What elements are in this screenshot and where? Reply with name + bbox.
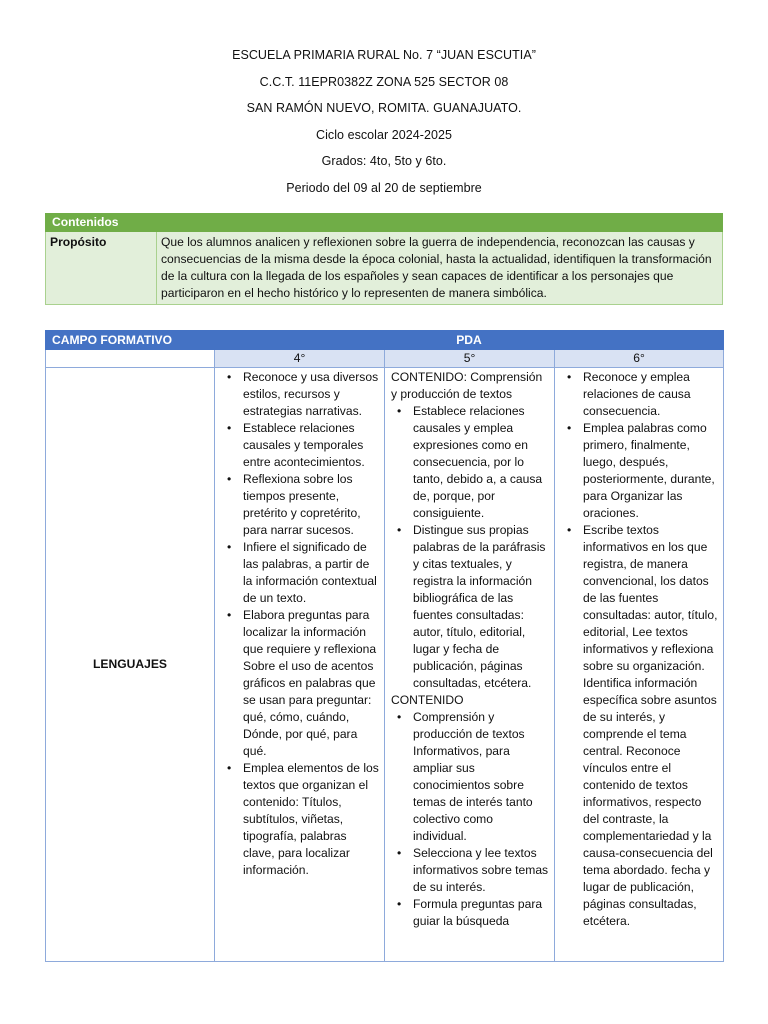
school-year: Ciclo escolar 2024-2025 xyxy=(316,127,452,142)
list-item: • Escribe textos informativos en los que registra, de manera convencional, los datos de las fuentes consultadas: autor, título, editorial, Lee textos informativos y reflexiona sobre su organización. Identifica información específica sobre asuntos de su interés, y comprende el tema central. Reconoce vínculos entre el contenido de textos informativos, respecto del contraste, la complementariedad y la causa-consecuencia del tema abordado. fecha y lugar de publicación, páginas consultadas, etcétera. xyxy=(583,522,719,930)
list-item: • Emplea palabras como primero, finalmente, luego, después, posteriormente, durante, para Organizar las oraciones. xyxy=(583,420,719,522)
grade-4-header: 4° xyxy=(215,350,385,368)
grade-4-content xyxy=(215,368,385,962)
grades: Grados: 4to, 5to y 6to. xyxy=(321,154,447,168)
grade-5-header: 5° xyxy=(385,350,555,368)
document-header xyxy=(0,46,768,205)
content-heading: CONTENIDO: Comprensión y producción de textos xyxy=(391,370,543,401)
list-item: • Reconoce y usa diversos estilos, recursos y estrategias narrativas. xyxy=(243,369,380,420)
list-item: • Distingue sus propias palabras de la paráfrasis y citas textuales, y registra la información bibliográfica de las fuentes consultadas: autor, título, editorial, lugar y fecha de publicación, páginas consultadas, etcétera. xyxy=(413,522,550,692)
list-item: • Establece relaciones causales y emplea expresiones como en consecuencia, por lo tanto, debido a, a causa de, porque, por consiguiente. xyxy=(413,403,550,522)
bullet-list xyxy=(391,403,550,692)
grade-6-content xyxy=(555,368,724,962)
content-heading: CONTENIDO xyxy=(391,693,464,707)
grade-6-header: 6° xyxy=(555,350,724,368)
school-cct: C.C.T. 11EPR0382Z ZONA 525 SECTOR 08 xyxy=(259,74,509,89)
contenidos-band: Contenidos xyxy=(46,214,723,232)
list-item: • Selecciona y lee textos informativos sobre temas de su interés. xyxy=(413,845,550,896)
list-item: • Establece relaciones causales y temporales entre acontecimientos. xyxy=(243,420,380,471)
list-item: • Elabora preguntas para localizar la información que requiere y reflexiona Sobre el uso de acentos gráficos en palabras que se usan para preguntar: qué, cómo, cuándo, Dónde, por qué, para qué. xyxy=(243,607,380,760)
proposito-label: Propósito xyxy=(46,232,157,305)
school-name: ESCUELA PRIMARIA RURAL No. 7 “JUAN ESCUTIA” xyxy=(232,48,536,62)
school-location: SAN RAMÓN NUEVO, ROMITA. GUANAJUATO. xyxy=(246,101,522,115)
campo-formativo-header: CAMPO FORMATIVO xyxy=(46,331,215,350)
pda-header: PDA xyxy=(215,331,724,350)
period: Periodo del 09 al 20 de septiembre xyxy=(286,180,482,195)
bullet-list xyxy=(221,369,380,879)
bullet-list xyxy=(391,709,550,930)
list-item: • Comprensión y producción de textos Informativos, para ampliar sus conocimientos sobre temas de interés tanto colectivo como individual. xyxy=(413,709,550,845)
list-item: • Reflexiona sobre los tiempos presente, pretérito y copretérito, para narrar sucesos. xyxy=(243,471,380,539)
proposito-text: Que los alumnos analicen y reflexionen sobre la guerra de independencia, reconozcan las causas y consecuencias de la misma desde la época colonial, hasta la actualidad, identifiquen la transformación de la cultura con la llegada de los españoles y sean capaces de identificar a los personajes que participaron en el hecho histórico y lo representen de manera simbólica. xyxy=(157,232,723,305)
list-item: • Reconoce y emplea relaciones de causa consecuencia. xyxy=(583,369,719,420)
list-item: • Infiere el significado de las palabras, a partir de la información contextual de un texto. xyxy=(243,539,380,607)
bullet-list xyxy=(561,369,719,930)
list-item: • Formula preguntas para guiar la búsqueda xyxy=(413,896,550,930)
contenidos-table xyxy=(45,213,723,305)
grade-5-content xyxy=(385,368,555,962)
empty-header-cell xyxy=(46,350,215,368)
campo-lenguajes: LENGUAJES xyxy=(46,368,215,962)
pda-table xyxy=(45,330,724,962)
list-item: • Emplea elementos de los textos que organizan el contenido: Títulos, subtítulos, viñetas, tipografía, palabras clave, para localizar información. xyxy=(243,760,380,879)
